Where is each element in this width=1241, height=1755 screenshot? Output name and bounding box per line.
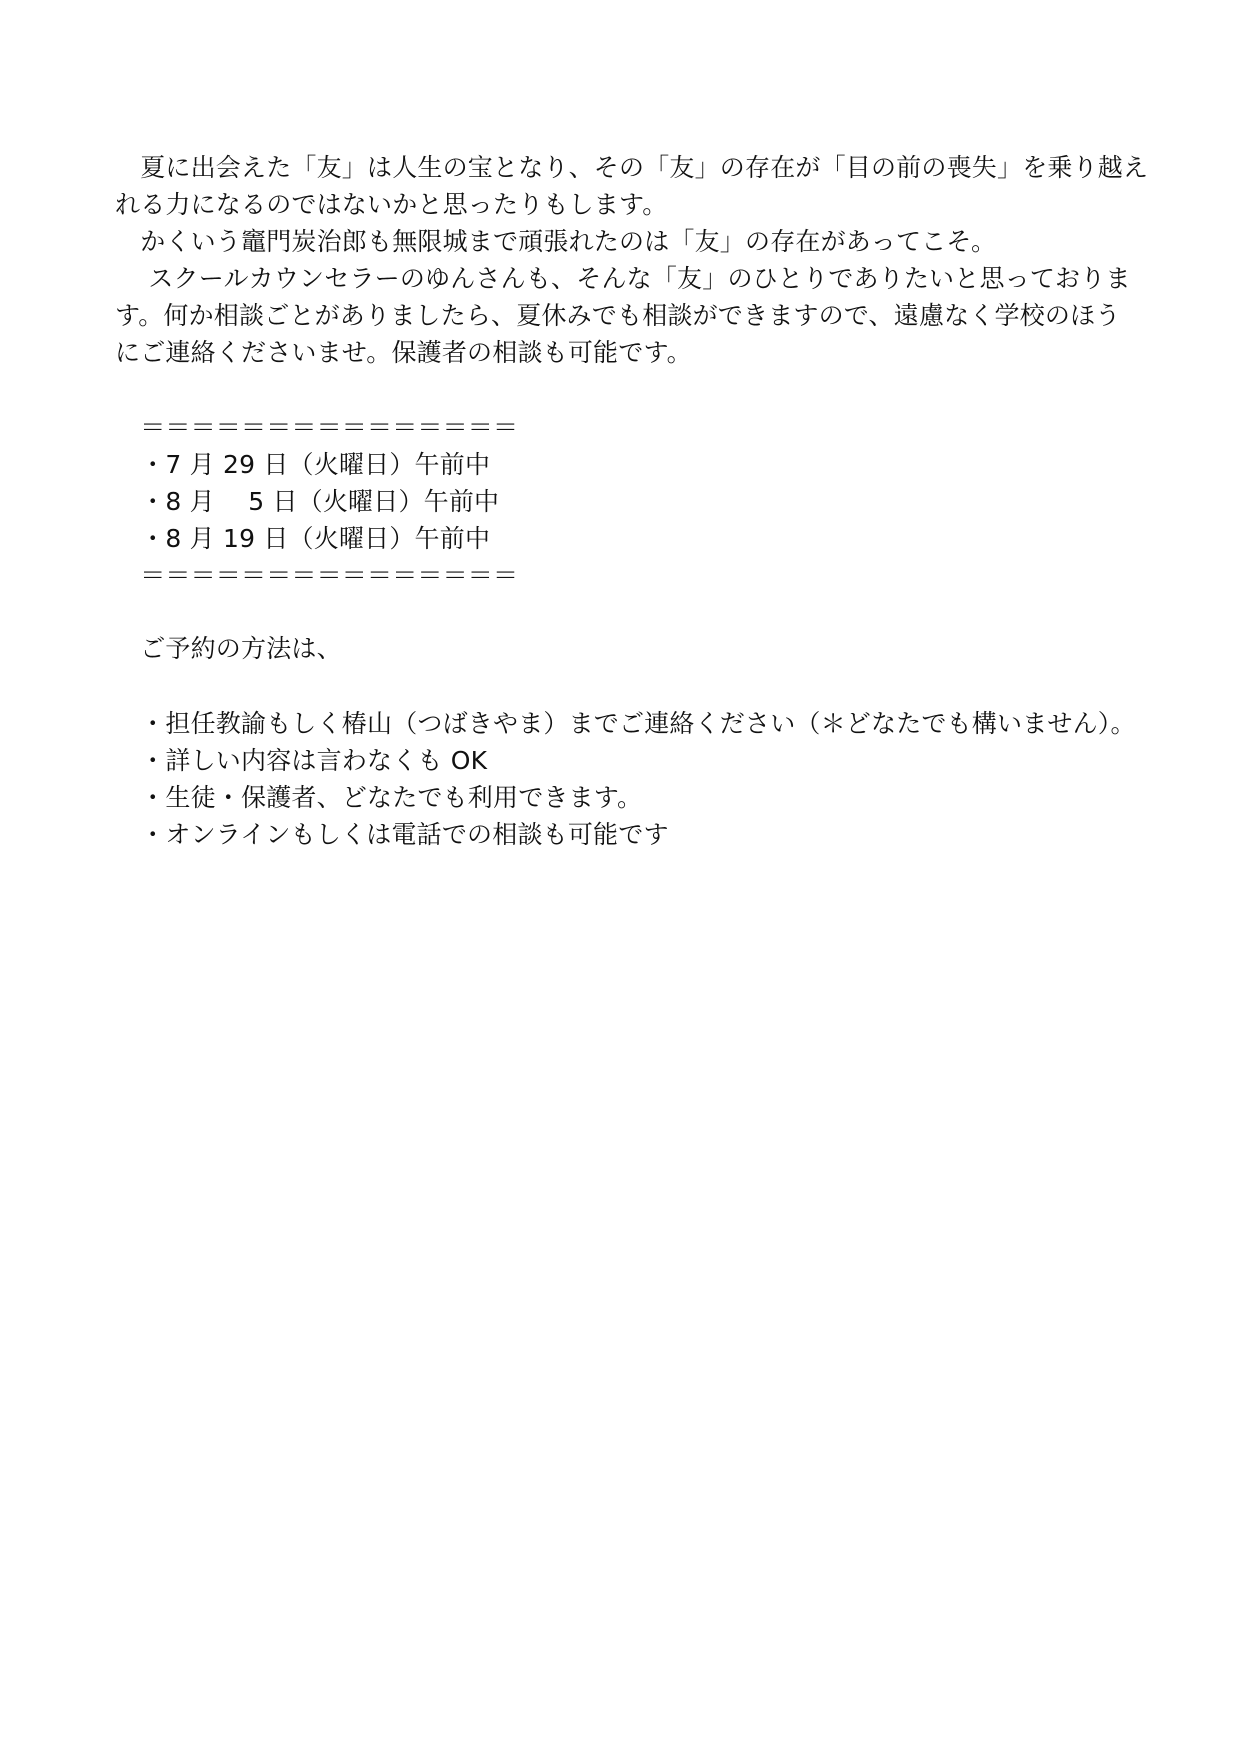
paragraph-line: 夏に出会えた「友」は人生の宝となり、その「友」の存在が「目の前の喪失」を乗り越え <box>115 153 1149 182</box>
schedule-item: ・8 月 19 日（火曜日）午前中 <box>115 524 491 553</box>
paragraph-line: れる力になるのではないかと思ったりもします。 <box>115 190 668 219</box>
divider-top: ＝＝＝＝＝＝＝＝＝＝＝＝＝＝＝ <box>115 413 519 442</box>
divider-bottom: ＝＝＝＝＝＝＝＝＝＝＝＝＝＝＝ <box>115 561 519 590</box>
reservation-item: ・オンラインもしくは電話での相談も可能です <box>115 820 669 849</box>
schedule-item: ・7 月 29 日（火曜日）午前中 <box>115 450 491 479</box>
schedule-item: ・8 月 5 日（火曜日）午前中 <box>115 487 500 516</box>
reservation-item: ・担任教諭もしく椿山（つばきやま）までご連絡ください（＊どなたでも構いません）。 <box>115 709 1136 738</box>
reservation-item: ・詳しい内容は言わなくも OK <box>115 746 488 775</box>
paragraph-line: す。何か相談ごとがありましたら、夏休みでも相談ができますので、遠慮なく学校のほう <box>115 301 1121 330</box>
paragraph-line: にご連絡くださいませ。保護者の相談も可能です。 <box>115 338 692 367</box>
paragraph-line: かくいう竈門炭治郎も無限城まで頑張れたのは「友」の存在があってこそ。 <box>115 227 997 256</box>
reservation-item: ・生徒・保護者、どなたでも利用できます。 <box>115 783 643 812</box>
paragraph-line: スクールカウンセラーのゆんさんも、そんな「友」のひとりでありたいと思っておりま <box>115 264 1131 293</box>
reservation-heading: ご予約の方法は、 <box>115 634 342 663</box>
